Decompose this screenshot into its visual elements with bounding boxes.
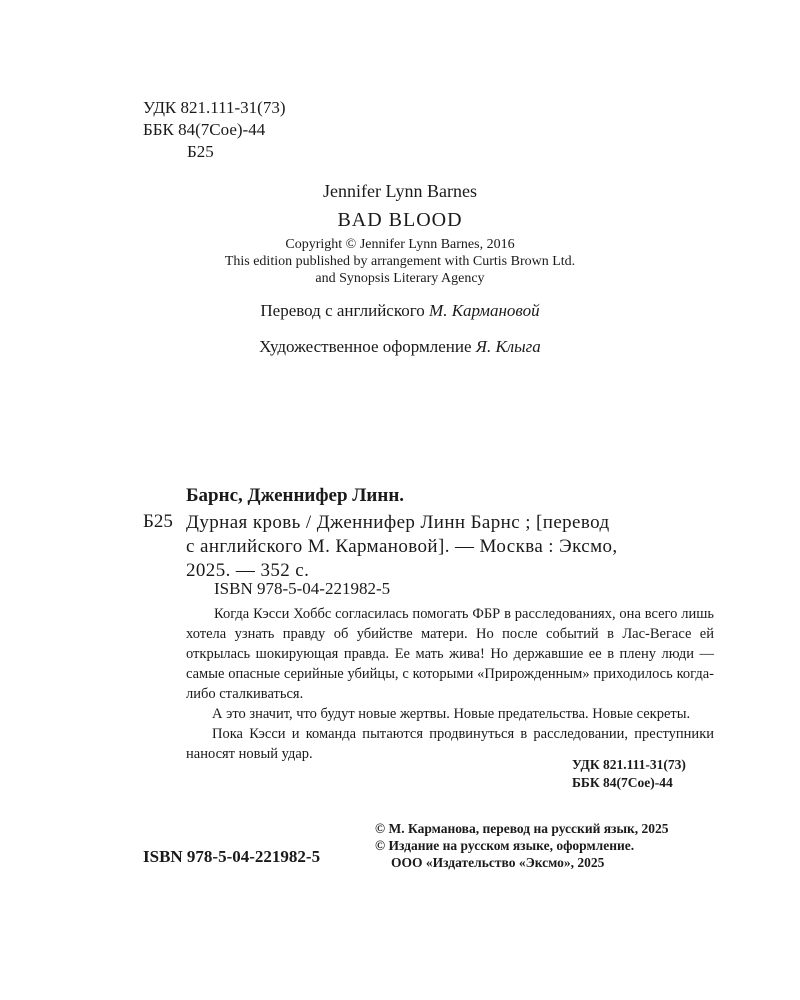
catalog-description xyxy=(186,511,714,583)
udk-code: УДК 821.111-31(73) xyxy=(143,98,286,117)
design-label: Художественное оформление xyxy=(259,337,472,356)
imprint-line: © Издание на русском языке, оформление. xyxy=(375,838,635,853)
designer-name: Я. Клыга xyxy=(475,337,541,356)
catalog-line: Дурная кровь / Дженнифер Линн Барнс ; [перевод xyxy=(186,512,610,533)
imprint-line: © М. Карманова, перевод на русский язык, 2025 xyxy=(375,821,669,836)
udk-code-bottom: УДК 821.111-31(73) xyxy=(572,757,686,772)
original-title: BAD BLOOD xyxy=(337,209,463,231)
imprint-isbn: ISBN 978-5-04-221982-5 xyxy=(143,847,321,866)
translation-label: Перевод с английского xyxy=(260,301,425,320)
imprint-line: ООО «Издательство «Эксмо», 2025 xyxy=(391,855,605,870)
author-code: Б25 xyxy=(187,142,214,161)
catalog-line: с английского М. Кармановой]. — Москва : Эксмо, xyxy=(186,536,618,557)
annotation-paragraph: Пока Кэсси и команда пытаются продвинуться в расследовании, преступники наносят новый удар. xyxy=(186,726,714,762)
translator-name: М. Кармановой xyxy=(429,301,540,320)
bottom-classification xyxy=(572,756,686,792)
copyright-line: This edition published by arrangement with Curtis Brown Ltd. xyxy=(224,254,576,269)
design-credit xyxy=(0,337,800,357)
bbk-code-bottom: ББК 84(7Сое)-44 xyxy=(572,775,673,790)
original-author: Jennifer Lynn Barnes xyxy=(323,181,477,201)
copyright-line: and Synopsis Literary Agency xyxy=(315,271,485,286)
copyright-line: Copyright © Jennifer Lynn Barnes, 2016 xyxy=(285,237,515,252)
translator-credit xyxy=(0,301,800,321)
catalog-line: 2025. — 352 с. xyxy=(186,560,310,581)
catalog-author-code: Б25 xyxy=(143,511,173,532)
catalog-heading: Барнс, Дженнифер Линн. xyxy=(186,485,405,506)
annotation-paragraph: А это значит, что будут новые жертвы. Новые предательства. Новые секреты. xyxy=(212,706,691,722)
annotation xyxy=(186,604,714,764)
original-copyright xyxy=(0,236,800,287)
imprint-copyright xyxy=(375,820,669,871)
bbk-code: ББК 84(7Сое)-44 xyxy=(143,120,266,139)
catalog-isbn: ISBN 978-5-04-221982-5 xyxy=(214,579,391,598)
classification-block xyxy=(143,97,285,163)
annotation-paragraph: Когда Кэсси Хоббс согласилась помогать ФБР в расследованиях, она всего лишь хотела узнать правду об убийстве матери. Но после событий в Лас-Вегасе ей открылась шокирующая правда. Ее мать жива! Но державшие ее в плену люди — самые опасные серийные убийцы, с которыми «Прирожденным» приходилось когда-либо сталкиваться. xyxy=(186,606,714,702)
